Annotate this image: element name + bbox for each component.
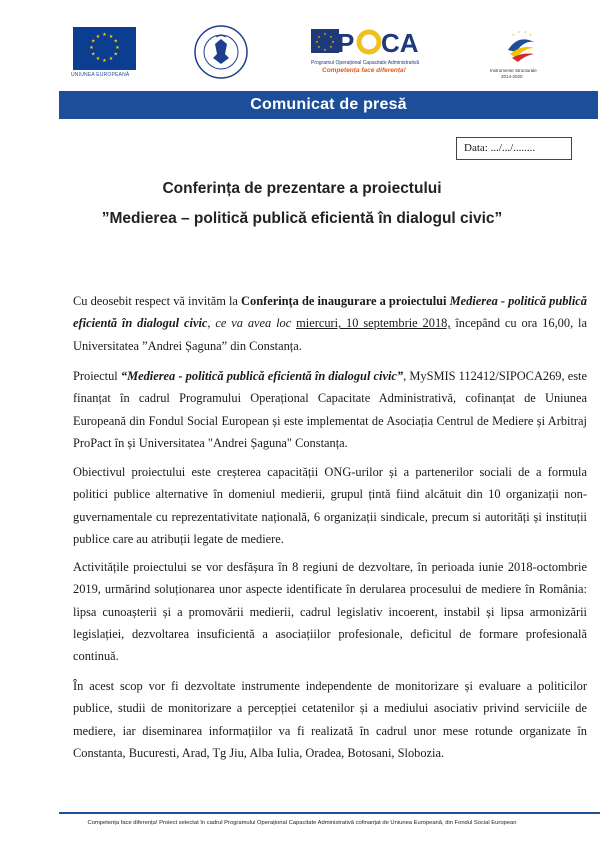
svg-text:★: ★ — [113, 38, 118, 45]
svg-text:★: ★ — [323, 32, 327, 36]
svg-text:★: ★ — [317, 35, 321, 39]
structural-instruments-logo — [500, 28, 540, 62]
press-release-banner: Comunicat de presă — [59, 91, 598, 119]
romanian-government-seal-logo — [194, 25, 248, 79]
svg-text:★: ★ — [529, 33, 532, 37]
footer-divider — [59, 812, 600, 814]
svg-text:★: ★ — [323, 48, 327, 52]
svg-text:★: ★ — [95, 33, 101, 40]
svg-text:★: ★ — [524, 30, 527, 34]
svg-text:★: ★ — [317, 45, 321, 49]
document-title-line-2: ”Medierea – politică publică eficientă în dialogul civic” — [101, 210, 503, 227]
svg-text:CA: CA — [381, 28, 419, 58]
svg-text:★: ★ — [108, 33, 114, 40]
svg-text:★: ★ — [91, 38, 96, 45]
svg-text:P: P — [337, 28, 355, 58]
svg-text:★: ★ — [113, 51, 118, 58]
svg-text:★: ★ — [329, 35, 333, 39]
eu-caption: UNIUNEA EUROPEANĂ — [71, 72, 130, 78]
paragraph-activities: Activitățile proiectului se vor desfășura în 8 regiuni de dezvoltare, în perioada iunie 2018-octombrie 2019, urmărind soluționarea unor aspecte identificate în derularea procesului de mediere în România: lipsa cunoașterii și a promovării medierii, cadrul legislativ incoerent, instabil și lipsa armonizării legislației, dezvoltarea insuficientă a asociațiilor profesionale, deficitul de formare profesională continuă. — [73, 560, 587, 664]
svg-text:★: ★ — [102, 58, 107, 64]
svg-text:★: ★ — [102, 32, 107, 38]
svg-text:★: ★ — [315, 40, 319, 44]
paragraph-objective: Obiectivul proiectului este creșterea capacității ONG-urilor și a partenerilor sociali de a formula politici publice alternative în domeniul medierii, grupul țintă fiind alcătuit din 10 organizații non-guvernamentale cu reprezentativitate națională, 6 organizații sindicale, precum si autorități și instituții publice care au atribuții legate de mediere. — [73, 465, 587, 546]
svg-text:★: ★ — [329, 45, 333, 49]
poca-program-caption: Programul Operațional Capacitate Administrativă — [311, 60, 420, 66]
paragraph-instruments: În acest scop vor fi dezvoltate instrumente independente de monitorizare și evaluare a politicilor publice, studii de monitorizare a percepției cetatenilor și a mediului asociativ privind serviciile de mediere, iar diseminarea informațiilor va fi realizată în cadrul unor mese rotunde organizate în Constanta, Bucuresti, Arad, Tg Jiu, Alba Iulia, Oradea, Botosani, Slobozia. — [73, 679, 587, 760]
svg-text:★: ★ — [91, 51, 96, 58]
svg-text:★: ★ — [95, 56, 101, 63]
structural-instruments-caption: Instrumente Structurale — [490, 68, 537, 73]
structural-instruments-years: 2014-2020 — [501, 74, 523, 79]
svg-text:★: ★ — [518, 30, 521, 34]
svg-text:★: ★ — [331, 40, 335, 44]
poca-tagline: Competența face diferența! — [322, 67, 406, 74]
paragraph-invitation: Cu deosebit respect vă invităm la Conferința de inaugurare a proiectului Medierea - politică publică eficientă în dialogul civic, ce va avea loc miercuri, 10 septembrie 2018, începând cu ora 16,00, la Universitatea ”Andrei Șaguna” din Constanța. — [73, 294, 587, 353]
svg-text:★: ★ — [89, 45, 94, 51]
footer-text: Competența face diferența! Proiect selectat în cadrul Programului Operațional Capacitate Administrativă cofinanțat de Uniunea Europeană, din Fondul Social European — [87, 820, 517, 826]
document-title-line-1: Conferința de prezentare a proiectului — [162, 180, 442, 197]
svg-text:★: ★ — [108, 56, 114, 63]
eu-flag-logo — [73, 27, 136, 70]
date-box: Data: .../.../........ — [456, 137, 572, 160]
svg-text:★: ★ — [115, 45, 120, 51]
paragraph-project-info: Proiectul “Medierea - politică publică eficientă în dialogul civic”, MySMIS 112412/SIPOCA269, este finanțat în cadrul Programului Operațional Capacitate Administrativă, cofinanțat de Uniunea Europeană din Fondul Social European și este implementat de Asociația Centrul de Mediere și Arbitraj ProPact în și Universitatea "Andrei Șaguna" Constanța. — [73, 369, 587, 450]
svg-text:★: ★ — [512, 33, 515, 37]
